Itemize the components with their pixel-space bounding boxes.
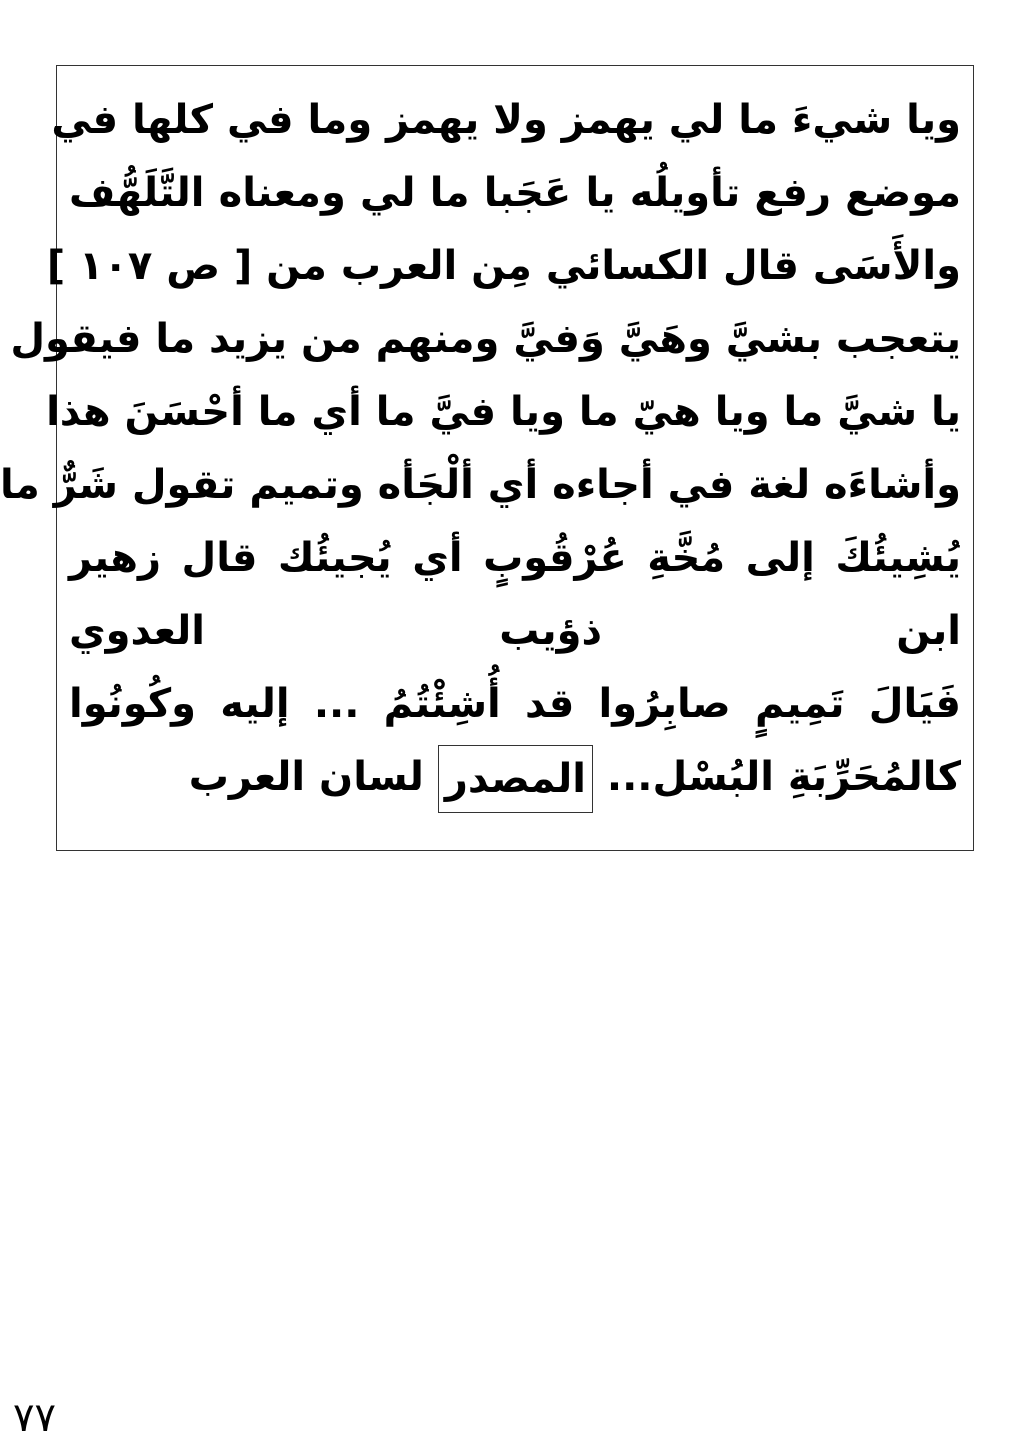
source-label-box: المصدر (438, 745, 593, 813)
main-text-box (0, 65, 974, 851)
text-line-5: يا شيَّ ما ويا هيّ ما ويا فيَّ ما أي ما أحْسَنَ هذا (46, 389, 961, 435)
text-line-10 (69, 741, 961, 814)
page-number: ٧٧ (13, 1395, 56, 1441)
text-line-2: موضع رفع تأويلُه يا عَجَبا ما لي ومعناه التَّلَهُّف (69, 170, 961, 216)
text-line-7: يُشِيئُكَ إلى مُخَّةِ عُرْقُوبٍ أي يُجيئُك قال زهير (69, 535, 961, 581)
source-name: لسان العرب (188, 754, 424, 800)
text-line-4: يتعجب بشيَّ وهَيَّ وَفيَّ ومنهم من يزيد ما فيقول (10, 316, 961, 362)
text-line-9: فَيَالَ تَمِيمٍ صابِرُوا قد أُشِئْتُمُ ... إليه وكُونُوا (69, 681, 961, 727)
verse-ending: كالمُحَرِّبَةِ البُسْل... (606, 754, 961, 800)
text-line-8: ابن ذؤيب العدوي (69, 608, 961, 654)
text-line-3: والأَسَى قال الكسائي مِن العرب من [ ص ١٠٧ ] (46, 243, 961, 289)
text-line-6: وأشاءَه لغة في أجاءه أي ألْجَأه وتميم تقول شَرٌّ ما (0, 462, 961, 508)
text-line-1: ويا شيءَ ما لي يهمز ولا يهمز وما في كلها في (51, 97, 961, 143)
